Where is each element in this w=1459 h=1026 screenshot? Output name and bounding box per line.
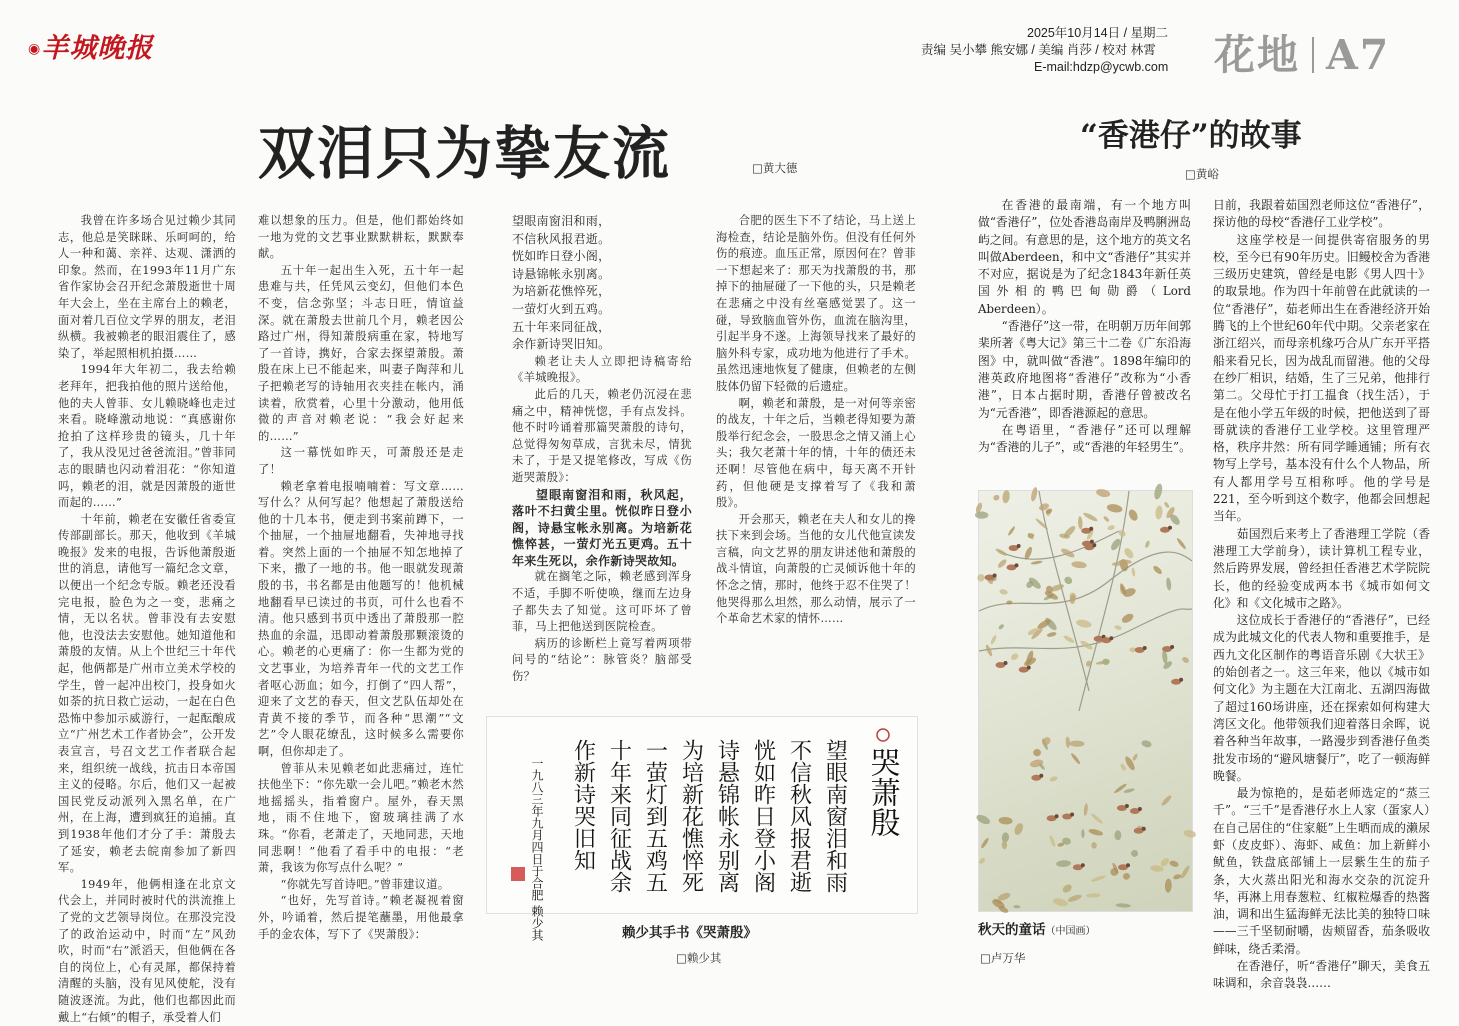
- paragraph: 合肥的医生下不了结论，马上送上海检查，结论是脑外伤。但没有任何外伤的痕迹。血压正常，原因何在？曾菲一下想起来了：那天为找萧殷的书，那掉下的抽屉碰了一下他的头，只是赖老在悲痛之中没有丝毫感觉罢了。这一碰，导致脑血管外伤，血流在脑沟里，引起半身不遂。上海领导找来了最好的脑外科专家，成功地为他进行了手术。虽然迅速地恢复了健康，但赖老的左侧肢体仍留下轻微的后遗症。: [716, 214, 916, 393]
- leaf: [1123, 546, 1136, 559]
- leaf: [978, 857, 986, 865]
- leaf: [1031, 560, 1043, 565]
- leaf: [1063, 634, 1076, 644]
- paragraph: 十年前，赖老在安徽任省委宣传部副部长。那天，他收到《羊城晚报》发来的电报，告诉他萧殷逝世的消息，请他写一篇纪念文章，以便出一个纪念专版。赖老还没看完电报，脸色为之一变，悲痛之情，无以名状。曾菲没有去安慰他，也没法去安慰他。她知道他和萧殷的友情。从上个世纪三十年代起，他俩都是广州市立美术学校的学生，曾一起冲出校门，投身如火如荼的抗日救亡运动，一起在白色恐怖中参加示威游行，一起酝酿成立“广州艺术工作者协会”，公开发表宣言，号召文艺工作者联合起来，组织统一战线，抗击日本帝国主义的侵略。尔后，他们又一起被国民党反动派列入黑名单，在广州，在上海，遭到疯狂的追捕。直到1938年他们才分了手：萧殷去了延安，赖老去皖南参加了新四军。: [58, 512, 236, 875]
- bird: [1130, 807, 1142, 814]
- paragraph: 这位成长于香港仔的“香港仔”，已经成为此城文化的代表人物和重要推手，是西九文化区制作的粤语音乐剧《大状王》的始创者之一。这三年来，他以《城市如何文化》为主题在大江南北、五湖四海做了超过160场讲座，还在探索如何构建大湾区文化。他带领我们迎着落日余晖，说着各种当年故事，一路漫步到香港仔鱼类批发市场的“避风塘餐厅”，吃了一顿海鲜晚餐。: [1213, 613, 1430, 783]
- leaf: [1046, 631, 1057, 637]
- article2-column-1: [978, 197, 1191, 467]
- paragraph: 啊，赖老和萧殷，是一对何等亲密的战友，十年之后，当赖老得知要为萧殷举行纪念会，一股思念之情又涌上心头；我欠老萧十年的情，十年的债还未还啊！尽管他在病中，每天离不开针药，但他硬是支撑着写了《我和萧殷》。: [716, 396, 916, 510]
- birds: [985, 526, 1184, 871]
- poem-line: 望眼南窗泪和雨，: [512, 214, 611, 228]
- paragraph: 日前，我跟着茹国烈老师这位“香港仔”，探访他的母校“香港仔工业学校”。: [1213, 198, 1430, 230]
- leaf: [1083, 803, 1088, 816]
- leaf: [1141, 739, 1153, 748]
- painting-artwork: [979, 491, 1192, 911]
- bird: [1019, 666, 1031, 673]
- bird: [1009, 544, 1021, 551]
- paragraph: 在粤语里，“香港仔”还可以理解为“香港的儿子”，或“香港的年轻男生”。: [978, 422, 1191, 455]
- leaf: [1013, 905, 1020, 908]
- calligraphy-column: 诗悬锦帐永别离: [714, 739, 740, 893]
- paragraph: 我曾在许多场合见过赖少其同志，他总是笑眯眯、乐呵呵的，给人一种和蔼、亲祥、达观、潇洒的印象。然而，在1993年11月广东省作家协会召开纪念萧殷逝世十周年大会上，坐在主席台上的赖老，面对着几百位文学界的朋友，老泪纵横。我被赖老的眼泪震住了，感染了，举起照相机拍摄……: [58, 214, 236, 360]
- painting-image[interactable]: [978, 490, 1193, 912]
- leaf: [1063, 575, 1074, 585]
- section-header: [1214, 22, 1390, 81]
- paragraph: 1949年，他俩相逢在北京文代会上，并同时被时代的洪流推上了党的文艺领导岗位。在那没完没了的政治运动中，时而“左”风劲吹，时而“右”派滔天，但他俩在各自的岗位上，心有灵犀，都保持着清醒的头脑，没有见风使舵，没有随波逐流。为此，他们也都因此而戴上“右倾”的帽子，承受着人们: [58, 877, 236, 1024]
- leaf: [1070, 752, 1081, 765]
- paragraph: 开会那天，赖老在夫人和女儿的搀扶下来到会场。当他的女儿代他宣读发言稿，向文艺界的朋友讲述他和萧殷的战斗情谊，向萧殷的亡灵倾诉他十年的怀念之情，那时，他终于忍不住哭了！他哭得那么坦然，那么动情，展示了一个革命艺术家的情怀……: [716, 512, 916, 626]
- paragraph: 就在搁笔之际，赖老感到浑身不适，手脚不听使唤，继而左边身子都失去了知觉。这可吓坏了曾菲，马上把他送到医院检查。: [512, 570, 692, 634]
- leaf: [1180, 865, 1191, 880]
- leaf: [1056, 860, 1071, 868]
- paragraph: “你就先写首诗吧。”曾菲建议道。: [280, 877, 450, 891]
- leaf: [1067, 893, 1082, 903]
- leaf: [1013, 822, 1025, 836]
- calligraphy-column: 为培新花憔悴死: [678, 739, 704, 893]
- leaf: [1122, 872, 1130, 880]
- editor-credits: 责编 吴小攀 熊安娜 / 美编 肖莎 / 校对 林霄: [921, 43, 1156, 57]
- paragraph: 赖老拿着电报喃喃着：写文章……写什么？从何写起？他想起了萧殷送给他的十几本书，便走到书案前蹲下，一个抽屉，一个抽屉地翻看，失神地寻找着。突然上面的一个抽屉不知怎地掉了下来，撒了一地的书。他一眼就发现萧殷的书，书名都是由他题写的！他机械地翻看早已读过的书页，可什么也看不清。他只感到书页中透出了萧殷那一腔热血的余温，迅即动着萧殷那颗滚烫的心。赖老的心更痛了：你一生都为党的文艺事业，为培养青年一代的文艺工作者呕心沥血；如今，打倒了“四人帮”，迎来了文艺的春天，但文艺队伍却处在青黄不接的季节，而各种“思潮”“文艺”令人眼花缭乱，这时候多么需要你啊，但你却走了。: [258, 479, 464, 758]
- poem-line: 一萤灯火到五鸡。: [512, 301, 611, 316]
- paragraph: 最为惊艳的，是茹老师选定的“蒸三千”。“三千”是香港仔水上人家（蛋家人）在自己居住的“住家艇”上生晒而成的濑尿虾（皮皮虾）、海虾、咸鱼：加上新鲜小鱿鱼，铁盘底部铺上一层紫生生的茄子条，大火蒸出阳光和海水交杂的沉淀升华，再淋上用春葱粒、红椒粒爆香的热酱油，调和出生猛海鲜无法比美的独特口味——三千坚韧耐嚼，齿颊留香，茄条吸收鲜味，绕舌柔滑。: [1213, 786, 1430, 956]
- poem-line: 五十年来同征战，: [512, 319, 611, 334]
- section-divider: [1312, 37, 1314, 73]
- painting-caption: [978, 918, 1096, 938]
- painting-credit: □卢万华: [980, 951, 1026, 965]
- poem-line: 为培新花憔悴死，: [512, 284, 611, 299]
- section-name: 花地: [1214, 31, 1300, 79]
- leaf: [998, 817, 1012, 825]
- page-number: A7: [1326, 31, 1391, 79]
- leaf: [1065, 736, 1070, 748]
- paragraph: 在香港的最南端，有一个地方叫做“香港仔”，位处香港岛南岸及鸭脷洲岛屿之间。有意思的是，这个地方的英文名叫做Aberdeen，和中文“香港仔”其实并不对应，据说是为了纪念1843年新任英国外相的鸭巴甸勋爵（Lord Aberdeen）。: [978, 198, 1191, 316]
- leaf: [1106, 503, 1123, 514]
- calligraphy-column: 不信秋风报君逝: [786, 739, 812, 893]
- leaf: [1120, 612, 1135, 625]
- leaf: [1181, 656, 1190, 664]
- leaf: [1163, 501, 1170, 509]
- calligraphy-signature: 一九八三年九月四日于合肥 赖少其: [530, 757, 544, 941]
- leaf: [1119, 763, 1126, 772]
- article2-byline: □黄峪: [1185, 167, 1219, 181]
- leaf: [1049, 776, 1058, 783]
- leaf: [1081, 829, 1084, 838]
- article1-column-3: [512, 213, 692, 683]
- leaf: [1060, 547, 1076, 559]
- calligraphy-column: 作新诗哭旧知: [570, 739, 596, 871]
- paragraph: “也好，先写首诗。”赖老凝视着窗外，吟诵着，然后提笔蘸墨，用他最拿手的金农体，写下了《哭萧殷》：: [258, 894, 464, 941]
- leaf: [1153, 483, 1164, 500]
- calligraphy-caption: 赖少其手书《哭萧殷》: [622, 925, 757, 941]
- leaf: [1071, 561, 1087, 569]
- poem: [512, 213, 692, 354]
- leaf: [1173, 873, 1182, 880]
- leaf: [976, 573, 986, 583]
- leaf: [1069, 740, 1084, 746]
- leaf: [1085, 660, 1092, 668]
- article1-column-2: [258, 213, 464, 1013]
- leaf: [1086, 893, 1101, 898]
- article2-title[interactable]: “香港仔”的故事: [1080, 118, 1302, 154]
- leaf: [1088, 828, 1104, 837]
- paragraph: 这一幕恍如昨天，可萧殷还是走了！: [258, 446, 464, 476]
- leaf: [1061, 883, 1073, 894]
- leaf: [998, 623, 1005, 630]
- leaf: [1115, 903, 1130, 908]
- logo-mark-icon: ◉: [28, 41, 42, 57]
- leaf: [1030, 487, 1039, 502]
- leaf: [1159, 857, 1170, 868]
- leaf: [985, 644, 994, 657]
- leaf: [1130, 849, 1139, 858]
- leaf: [1033, 749, 1041, 757]
- calligraphy-title-glyphs: 哭萧殷: [864, 747, 900, 837]
- leaf: [1107, 524, 1115, 531]
- calligraphy-column: 望眼南窗泪和雨: [822, 739, 848, 893]
- article1-byline: □黄大德: [752, 161, 798, 175]
- leaf: [1165, 878, 1172, 892]
- issue-date: 2025年10月14日 / 星期二: [1027, 26, 1169, 40]
- poem-line: 恍如昨日登小阁，: [512, 249, 611, 264]
- leaf: [975, 813, 991, 826]
- leaf: [1115, 830, 1122, 840]
- leaf: [1132, 753, 1139, 761]
- paragraph: 病历的诊断栏上竟写着两项带问号的“结论”：脉管炎？脑部受伤？: [512, 636, 692, 684]
- paragraph: 1994年大年初二，我去给赖老拜年，把我拍他的照片送给他，他的夫人曾菲、女儿赖晓峰也走过来看。晓峰激动地说：“真感谢你抢拍了这样珍贵的镜头，几十年了，我从没见过爸爸流泪。”曾菲同志的眼睛也闪动着泪花：“你知道吗，赖老的泪，就是因萧殷的逝世而起的……”: [58, 363, 236, 510]
- leaf: [995, 547, 1008, 557]
- leaf: [1007, 526, 1016, 537]
- bird: [1135, 646, 1147, 653]
- bird: [1162, 645, 1174, 652]
- leaf: [1079, 639, 1093, 651]
- leaf: [980, 837, 990, 849]
- leaf: [1183, 829, 1197, 839]
- leaf: [1052, 897, 1069, 908]
- bird: [1007, 563, 1019, 570]
- paragraph: 曾菲从未见赖老如此悲痛过，连忙扶他坐下：“你先歇一会儿吧。”赖老木然地摇摇头，指着窗户。屋外，春天黑地，雨不住地下，窗玻璃挂满了水珠。“你看，老萧走了，天地同悲，天地同悲啊！”他看了看手中的电报：“老萧，我该为你写点什么呢？”: [258, 761, 464, 875]
- bird: [1118, 863, 1130, 870]
- leaf: [1010, 652, 1020, 661]
- leaf: [1049, 835, 1057, 848]
- leaf: [1002, 490, 1011, 504]
- article1-column-4: [716, 213, 916, 683]
- contact-email[interactable]: E-mail:hdzp@ycwb.com: [1034, 60, 1169, 74]
- leaf: [1123, 788, 1135, 794]
- leaf: [990, 634, 998, 645]
- article1-column-1: [58, 213, 236, 1024]
- bird: [1062, 813, 1074, 820]
- leaf: [1114, 625, 1122, 631]
- red-seal-icon: [511, 867, 525, 881]
- paragraph: 赖老让夫人立即把诗稿寄给《羊城晚报》。: [512, 354, 692, 385]
- leaf: [1166, 577, 1172, 590]
- leaf: [1109, 867, 1119, 877]
- leaf: [1127, 508, 1139, 522]
- paragraph: 五十年一起出生入死，五十年一起患难与共，任凭风云变幻，但他们本色不变，信念弥坚；斗志日旺，情谊益深。就在萧殷去世前几个月，赖老因公路过广州，得知萧殷病重在家，特地写了一首诗，携好，合家去探望萧殷。萧殷在床上已不能起来，叫妻子陶萍和儿子把赖老写的诗轴用衣夹挂在帐内，涌读着，欣赏着，心里十分激动，他用低微的声音对赖老说：“我会好起来的……”: [258, 263, 464, 443]
- leaf: [1155, 505, 1163, 520]
- leaf: [1090, 874, 1106, 882]
- bird: [1031, 774, 1043, 781]
- bird: [1171, 678, 1183, 685]
- leaf: [1095, 488, 1110, 498]
- poem-line: 余作新诗哭旧知。: [512, 337, 611, 352]
- leaf: [997, 558, 1008, 569]
- leaf: [992, 494, 1000, 502]
- leaf: [1082, 511, 1098, 522]
- paragraph: 难以想象的压力。但是，他们都始终如一地为党的文艺事业默默耕耘，默默奉献。: [258, 214, 464, 261]
- leaf: [1169, 860, 1180, 868]
- bird: [1073, 863, 1085, 870]
- bird: [996, 661, 1008, 668]
- leaf: [975, 511, 989, 519]
- leaf: [1103, 515, 1110, 522]
- bird: [1117, 804, 1129, 811]
- paragraph: “香港仔”这一带，在明朝万历年间郭棐所著《粤大记》第三十二卷《广东沿海图》中，就叫做“香港”。1898年编印的港英政府地图将“香港仔”改称为“小香港”，日本占据时期，香港仔曾被改名为“元香港”，即香港源起的意思。: [978, 319, 1191, 420]
- paragraph: 此后的几天，赖老仍沉浸在悲痛之中，精神恍惚，手有点发抖。他不时吟诵着那篇哭萧殷的诗句，总觉得匆匆草成，言犹未尽，情犹未了，于是又提笔修改，写成《伤逝哭萧殷》：: [512, 387, 692, 484]
- leaf: [1091, 842, 1097, 849]
- leaf: [1131, 567, 1136, 577]
- poem-line: 诗悬锦帐永别离。: [512, 266, 611, 281]
- paragraph: 望眼南窗泪和雨，秋风起，落叶不扫黄尘里。恍似昨日登小阁，诗悬宝帐永别离。为培新花憔悴甚，一萤灯光五更鸡。五十年来生死以，余作新诗哭故知。: [512, 487, 692, 568]
- leaf: [1078, 516, 1083, 529]
- painting-medium: （中国画）: [1045, 926, 1096, 937]
- calligraphy-credit: □赖少其: [676, 951, 722, 965]
- leaf: [1144, 540, 1150, 548]
- calligraphy-column: 一萤灯到五鸡五: [642, 739, 668, 893]
- paragraph: 这座学校是一间提供寄宿服务的男校，至今已有90年历史。旧鳗校舍为香港三级历史建筑，曾经是电影《男人四十》的取景地。作为四十年前曾在此就读的一位“香港仔”，茹老师出生在香港经济开始腾飞的上个世纪60年代中期。父亲老家在浙江绍兴，而母亲机缘巧合从广东开平搭船来看兄长，因为战乱而留港。他的父母在纱厂相识，结婚，生了三兄弟，他排行第二。父母忙于打工揾食（找生活），于是在他小学五年级的时候，把他送到了哥哥就读的香港仔工业学校。这里管理严格，秩序井然：所有同学睡通铺；所有衣物写上学号，基本没有什么个人物品，所有人都用学号互相称呼。他的学号是221，至今听到这个数字，他都会回想起当年。: [1213, 232, 1430, 524]
- bird: [1160, 526, 1172, 533]
- paragraph: 茹国烈后来考上了香港理工学院（香港理工大学前身），读计算机工程专业，然后跨界发展，曾经担任香港艺术学院院长，他的经验变成两本书《城市如何文化》和《文化城市之路》。: [1213, 526, 1430, 610]
- leaf: [999, 588, 1008, 595]
- poem-line: 不信秋风报君逝。: [512, 231, 611, 246]
- leaf: [1176, 537, 1187, 550]
- painting-title: 秋天的童话: [978, 922, 1046, 938]
- calligraphy-column: 恍如昨日登小阁: [750, 739, 776, 893]
- bird: [1047, 814, 1059, 821]
- masthead-logo[interactable]: ◉羊城晚报: [28, 33, 154, 64]
- leaf: [1090, 812, 1104, 824]
- paragraph: 在香港仔，听“香港仔”聊天，美食五味调和，余音袅袅……: [1213, 959, 1430, 991]
- calligraphy-column: 十年来同征战余: [606, 739, 632, 893]
- article2-column-2: [1213, 197, 1430, 1013]
- leaf: [1152, 564, 1163, 575]
- leaf: [1035, 518, 1049, 531]
- leaf: [1075, 618, 1092, 628]
- article1-title[interactable]: 双泪只为挚友流: [258, 120, 671, 187]
- leaf: [1160, 794, 1172, 807]
